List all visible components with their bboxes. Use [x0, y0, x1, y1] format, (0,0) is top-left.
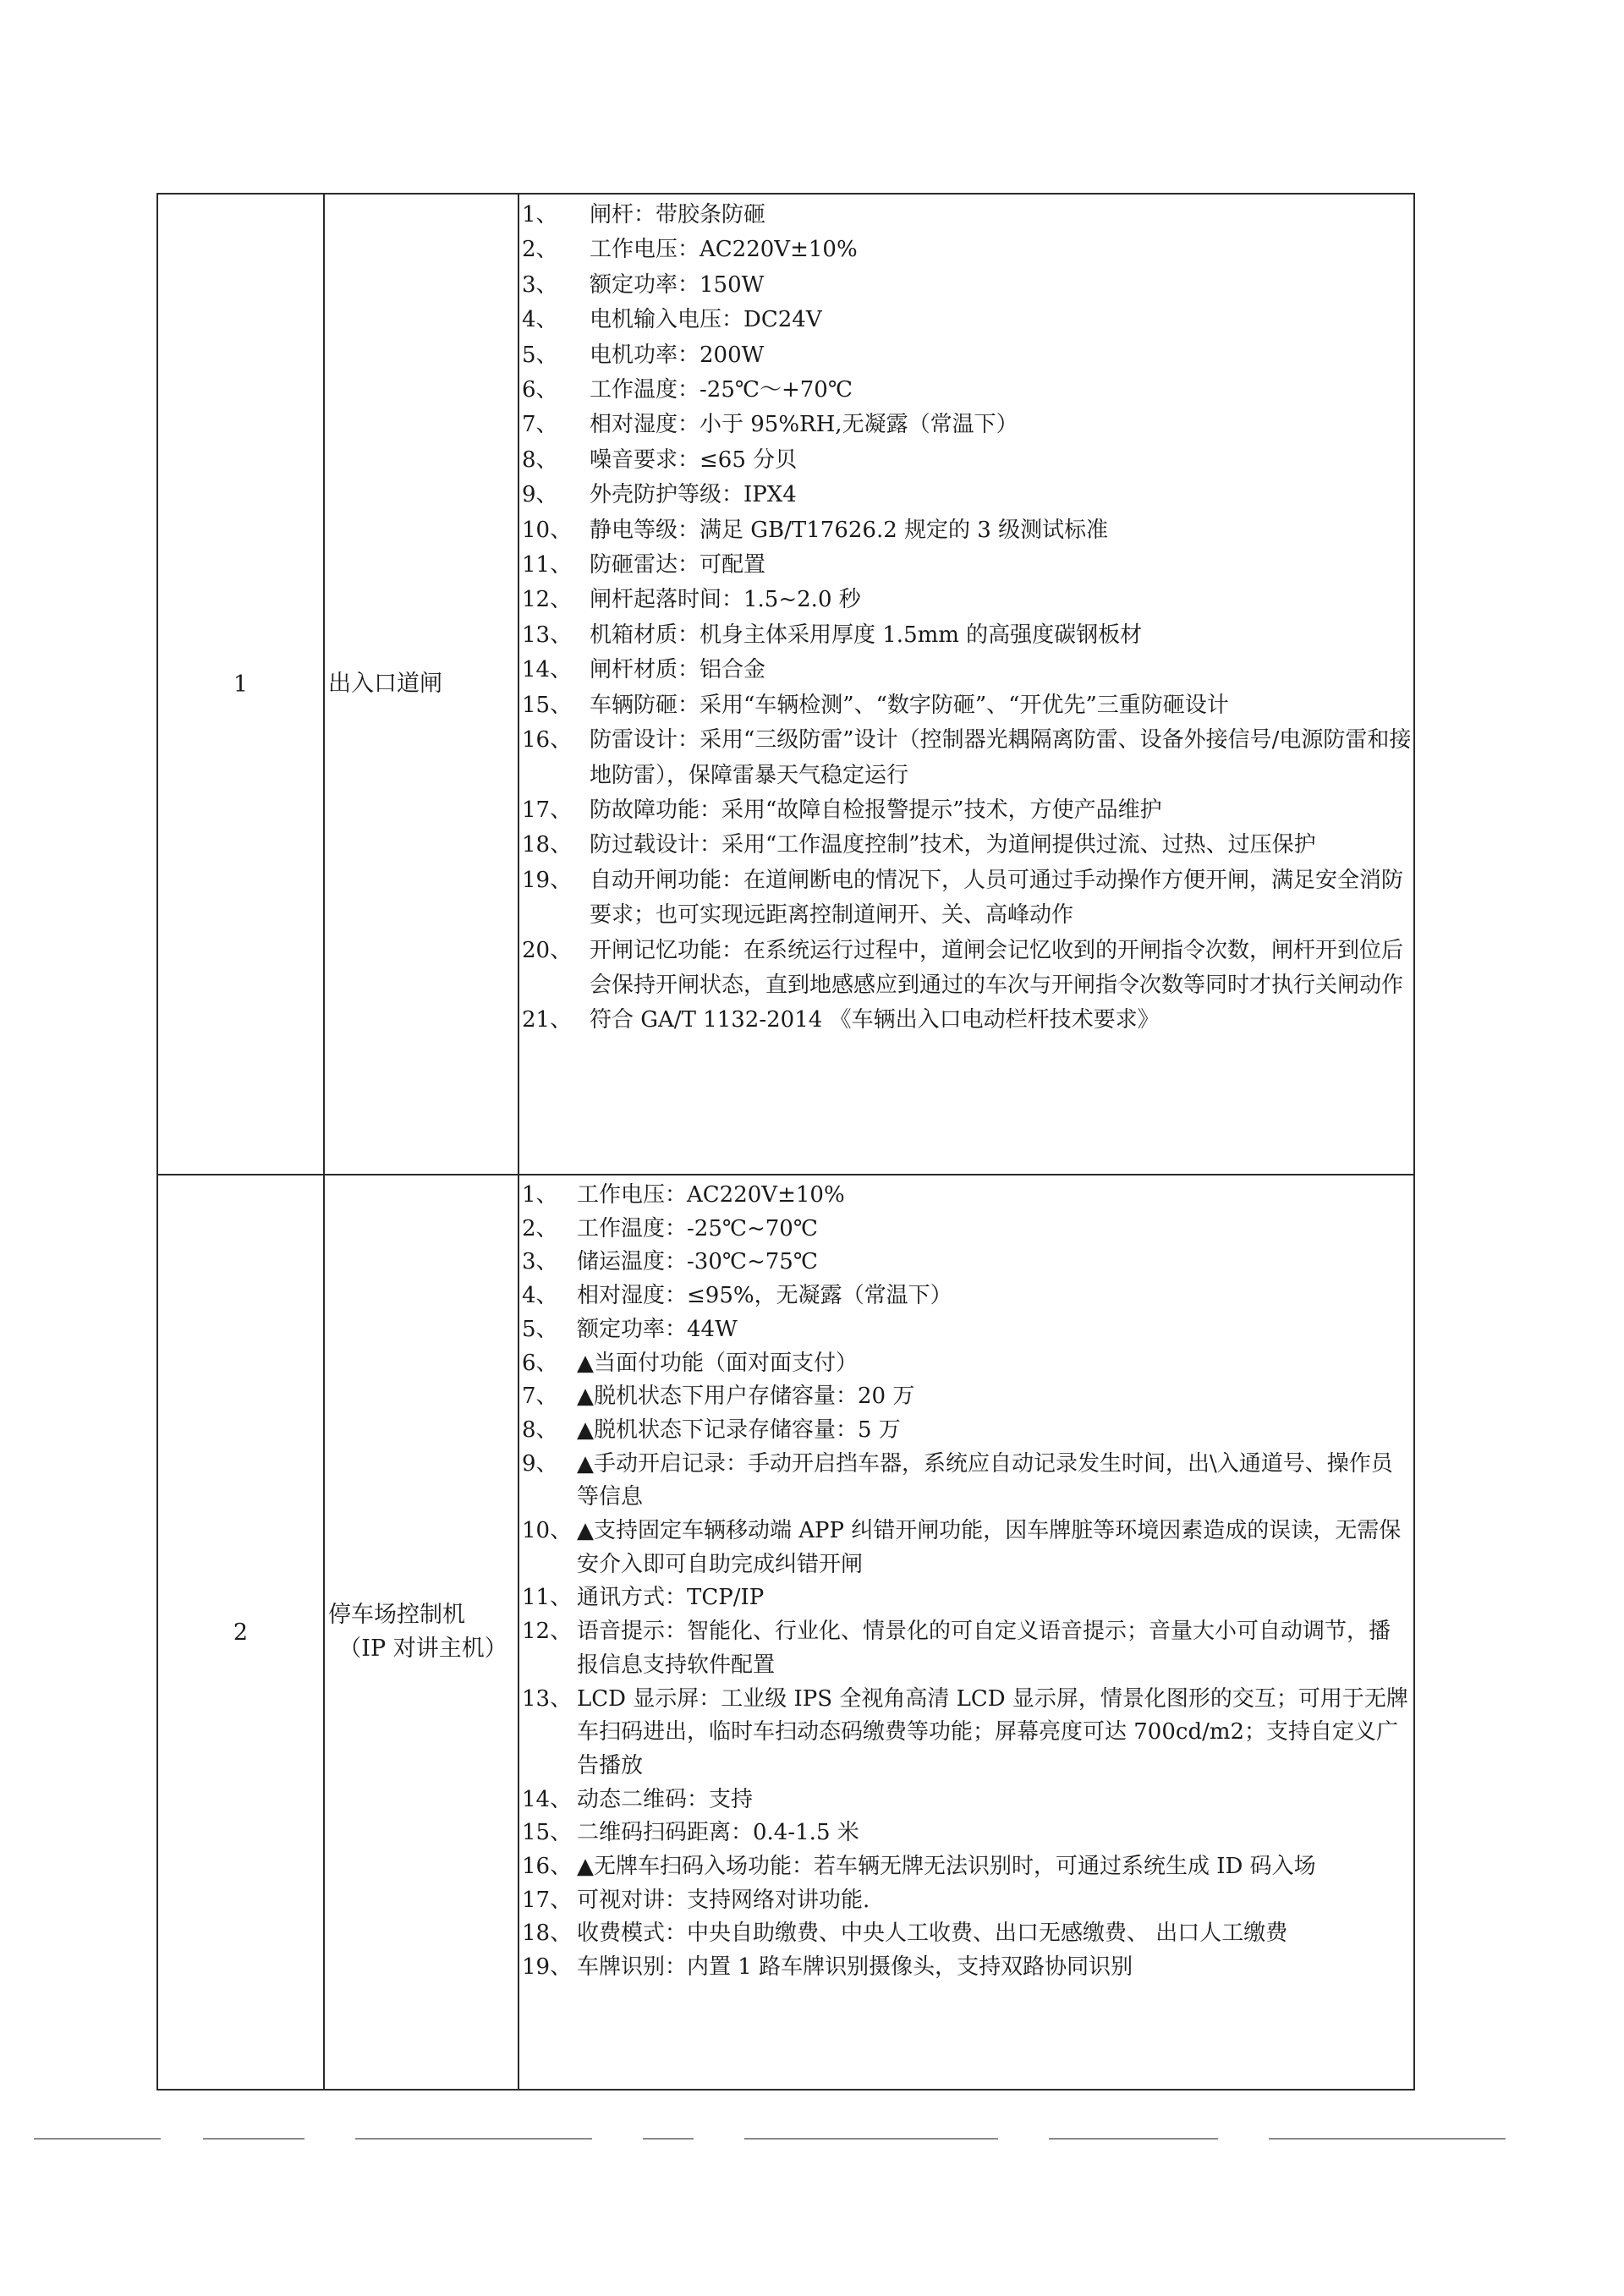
spec-index: 14、	[522, 1786, 573, 1812]
spec-item	[522, 1280, 1412, 1313]
spec-item	[522, 793, 1412, 828]
scan-artifact-line	[1049, 2138, 1218, 2140]
spec-table-body	[157, 194, 1414, 2090]
spec-item	[522, 1615, 1412, 1682]
spec-text: 通讯方式：TCP/IP	[577, 1585, 765, 1611]
spec-item	[522, 1448, 1412, 1515]
spec-text: 电机功率：200W	[590, 342, 765, 368]
spec-table	[156, 193, 1415, 2091]
spec-item	[522, 513, 1412, 548]
spec-index: 13、	[522, 1685, 573, 1712]
spec-index: 19、	[522, 867, 573, 893]
spec-text: 工作电压：AC220V±10%	[577, 1182, 845, 1208]
spec-index: 7、	[522, 412, 558, 438]
spec-item	[522, 934, 1412, 1004]
spec-item	[522, 1003, 1412, 1038]
spec-item	[522, 1179, 1412, 1213]
spec-item	[522, 268, 1412, 303]
spec-item	[522, 373, 1412, 408]
table-row	[157, 1175, 1414, 2090]
spec-text: ▲当面付功能（面对面支付）	[577, 1350, 858, 1376]
spec-text: 额定功率：44W	[577, 1316, 738, 1342]
spec-text: 防砸雷达：可配置	[590, 552, 766, 578]
spec-item	[522, 653, 1412, 688]
spec-item	[522, 583, 1412, 617]
spec-index: 3、	[522, 1249, 558, 1275]
spec-item	[522, 198, 1412, 233]
spec-index: 5、	[522, 342, 558, 368]
spec-text: ▲脱机状态下用户存储容量：20 万	[577, 1384, 915, 1410]
spec-text: 车辆防砸：采用“车辆检测”、“数字防砸”、“开优先”三重防砸设计	[590, 692, 1229, 718]
spec-cell	[518, 194, 1414, 1175]
spec-item	[522, 1917, 1412, 1951]
spec-item	[522, 1380, 1412, 1414]
spec-text: 工作温度：-25℃~70℃	[577, 1215, 818, 1241]
spec-text: 工作温度：-25℃～+70℃	[590, 377, 853, 403]
spec-text: 防故障功能：采用“故障自检报警提示”技术，方使产品维护	[590, 797, 1162, 823]
spec-item	[522, 443, 1412, 478]
item-number: 1	[157, 194, 324, 1175]
spec-index: 21、	[522, 1007, 573, 1033]
spec-text: ▲支持固定车辆移动端 APP 纠错开闸功能，因车牌脏等环境因素造成的误读，无需保安介入即可自助完成纠错开闸	[577, 1518, 1402, 1577]
spec-index: 19、	[522, 1954, 573, 1981]
spec-text: 额定功率：150W	[590, 271, 765, 298]
spec-index: 8、	[522, 1417, 558, 1443]
spec-index: 16、	[522, 727, 573, 753]
spec-text: 相对湿度：≤95%，无凝露（常温下）	[577, 1283, 952, 1309]
spec-index: 1、	[522, 202, 558, 227]
spec-item	[522, 1246, 1412, 1280]
spec-item	[522, 408, 1412, 442]
scan-artifact-line	[34, 2138, 161, 2140]
spec-text: 自动开闸功能：在道闸断电的情况下，人员可通过手动操作方便开闸，满足安全消防要求；也可实现远距离控制道闸开、关、高峰动作	[590, 867, 1404, 929]
spec-index: 10、	[522, 1518, 573, 1544]
item-name	[324, 1175, 518, 2090]
spec-text: 闸杆材质：铝合金	[590, 657, 766, 683]
spec-index: 15、	[522, 692, 573, 718]
spec-index: 10、	[522, 517, 573, 543]
spec-item	[522, 233, 1412, 267]
spec-item	[522, 1515, 1412, 1581]
scan-artifact-line	[744, 2138, 998, 2140]
spec-text: 防过载设计：采用“工作温度控制”技术，为道闸提供过流、过热、过压保护	[590, 832, 1316, 858]
spec-item	[522, 1884, 1412, 1918]
spec-text: 相对湿度：小于 95%RH,无凝露（常温下）	[590, 412, 1018, 438]
spec-item	[522, 303, 1412, 337]
spec-item	[522, 478, 1412, 512]
spec-index: 8、	[522, 447, 558, 473]
spec-index: 12、	[522, 587, 573, 613]
spec-index: 13、	[522, 622, 573, 648]
spec-item	[522, 828, 1412, 863]
spec-text: 可视对讲：支持网络对讲功能.	[577, 1887, 870, 1913]
spec-text: 车牌识别：内置 1 路车牌识别摄像头，支持双路协同识别	[577, 1954, 1133, 1981]
spec-text: 闸杆起落时间：1.5~2.0 秒	[590, 587, 861, 613]
spec-text: 防雷设计：采用“三级防雷”设计（控制器光耦隔离防雷、设备外接信号/电源防雷和接地防雷），保障雷暴天气稳定运行	[590, 727, 1412, 788]
scan-artifact-line	[1269, 2138, 1506, 2140]
spec-item	[522, 1784, 1412, 1817]
scan-artifact-line	[203, 2138, 304, 2140]
spec-text: ▲脱机状态下记录存储容量：5 万	[577, 1417, 901, 1443]
spec-text: 噪音要求：≤65 分贝	[590, 447, 798, 473]
spec-index: 3、	[522, 271, 558, 298]
spec-item	[522, 1817, 1412, 1850]
spec-item	[522, 338, 1412, 373]
spec-text: 二维码扫码距离：0.4-1.5 米	[577, 1820, 859, 1846]
spec-item	[522, 1313, 1412, 1347]
spec-index: 4、	[522, 307, 558, 333]
spec-item	[522, 618, 1412, 653]
spec-item	[522, 1951, 1412, 1985]
spec-index: 18、	[522, 832, 573, 858]
spec-index: 14、	[522, 657, 573, 683]
item-name-line: 出入口道闸	[328, 671, 442, 697]
spec-index: 2、	[522, 1215, 558, 1241]
spec-item	[522, 1414, 1412, 1448]
spec-text: 收费模式：中央自助缴费、中央人工收费、出口无感缴费、 出口人工缴费	[577, 1921, 1288, 1947]
spec-item	[522, 863, 1412, 934]
spec-index: 17、	[522, 797, 573, 823]
spec-index: 17、	[522, 1887, 573, 1913]
spec-index: 5、	[522, 1316, 558, 1342]
spec-cell	[518, 1175, 1414, 2090]
spec-text: 机箱材质：机身主体采用厚度 1.5mm 的高强度碳钢板材	[590, 622, 1143, 648]
spec-index: 15、	[522, 1820, 573, 1846]
spec-item	[522, 1683, 1412, 1784]
spec-index: 4、	[522, 1283, 558, 1309]
spec-index: 11、	[522, 1585, 573, 1611]
spec-item	[522, 1213, 1412, 1247]
spec-text: 语音提示：智能化、行业化、情景化的可自定义语音提示；音量大小可自动调节，播报信息支持软件配置	[577, 1619, 1391, 1678]
spec-index: 16、	[522, 1854, 573, 1880]
spec-text: ▲手动开启记录：手动开启挡车器，系统应自动记录发生时间，出\入通道号、操作员等信息	[577, 1450, 1393, 1510]
scan-artifact-line	[355, 2138, 592, 2140]
spec-index: 11、	[522, 552, 573, 578]
spec-index: 12、	[522, 1619, 573, 1645]
spec-item	[522, 688, 1412, 723]
spec-text: ▲无牌车扫码入场功能：若车辆无牌无法识别时，可通过系统生成 ID 码入场	[577, 1854, 1316, 1880]
spec-item	[522, 1850, 1412, 1884]
spec-text: 静电等级：满足 GB/T17626.2 规定的 3 级测试标准	[590, 517, 1109, 543]
spec-index: 9、	[522, 1450, 558, 1477]
spec-list	[522, 198, 1412, 1038]
spec-index: 2、	[522, 237, 558, 263]
spec-text: 开闸记忆功能：在系统运行过程中，道闸会记忆收到的开闸指令次数，闸杆开到位后会保持开闸状态，直到地感感应到通过的车次与开闸指令次数等同时才执行关闸动作	[590, 937, 1404, 998]
spec-index: 9、	[522, 482, 558, 508]
spec-text: 工作电压：AC220V±10%	[590, 237, 858, 263]
item-name-line: （IP 对讲主机）	[338, 1636, 508, 1662]
scan-artifact-line	[643, 2138, 694, 2140]
spec-index: 18、	[522, 1921, 573, 1947]
spec-item	[522, 723, 1412, 793]
spec-index: 1、	[522, 1182, 558, 1208]
spec-text: 闸杆：带胶条防砸	[590, 202, 766, 227]
spec-text: 电机输入电压：DC24V	[590, 307, 822, 333]
spec-text: 符合 GA/T 1132-2014 《车辆出入口电动栏杆技术要求》	[590, 1007, 1160, 1033]
spec-index: 7、	[522, 1384, 558, 1410]
spec-index: 6、	[522, 377, 558, 403]
table-row	[157, 194, 1414, 1175]
spec-item	[522, 1581, 1412, 1615]
spec-text: 动态二维码：支持	[577, 1786, 754, 1812]
spec-item	[522, 548, 1412, 583]
spec-list	[522, 1179, 1412, 1985]
spec-text: LCD 显示屏：工业级 IPS 全视角高清 LCD 显示屏，情景化图形的交互；可用于无牌车扫码进出，临时车扫动态码缴费等功能；屏幕亮度可达 700cd/m2；支持自定义广告播放	[577, 1685, 1408, 1778]
item-name	[324, 194, 518, 1175]
spec-text: 储运温度：-30℃~75℃	[577, 1249, 818, 1275]
spec-index: 20、	[522, 937, 573, 963]
spec-item	[522, 1347, 1412, 1381]
spec-index: 6、	[522, 1350, 558, 1376]
item-number: 2	[157, 1175, 324, 2090]
item-name-line: 停车场控制机	[328, 1602, 465, 1628]
spec-text: 外壳防护等级：IPX4	[590, 482, 797, 508]
